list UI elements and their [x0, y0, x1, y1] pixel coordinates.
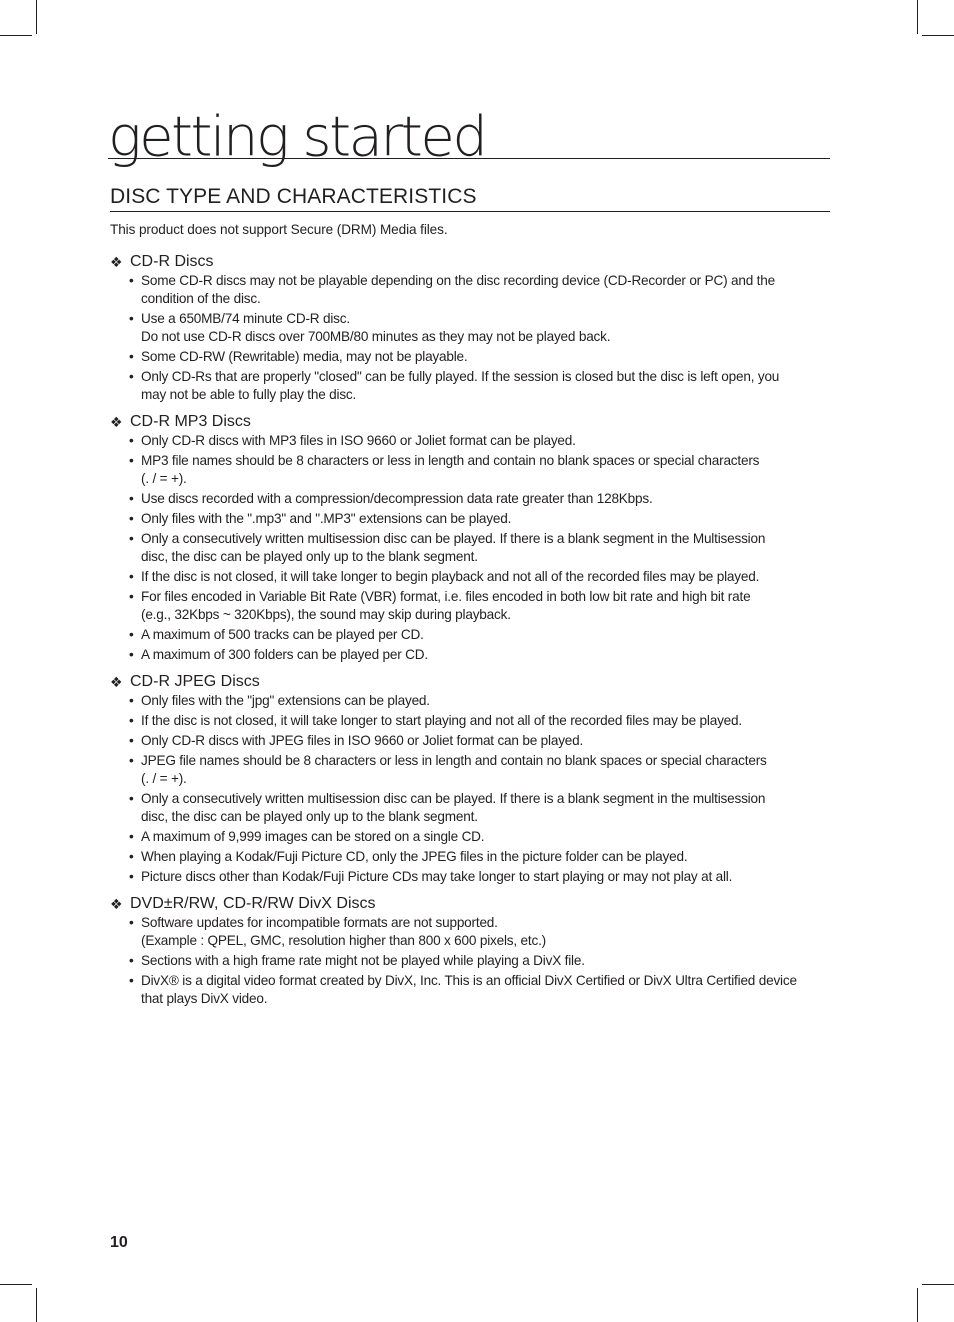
list-item-line: • Only a consecutively written multisession disc can be played. If there is a blank segment in the multisession — [141, 791, 766, 806]
list-item — [128, 490, 830, 508]
list-item-line: (Example : QPEL, GMC, resolution higher than 800 x 600 pixels, etc.) — [141, 933, 546, 948]
list-item-line: • Some CD-R discs may not be playable depending on the disc recording device (CD-Recorder or PC) and the — [141, 273, 775, 288]
diamond-bullet-icon: ❖ — [110, 414, 123, 430]
list-item — [128, 568, 830, 586]
list-item — [128, 828, 830, 846]
list-item-line: • Only CD-Rs that are properly "closed" can be fully played. If the session is closed but the disc is left open, you — [141, 369, 780, 384]
bullet-list — [110, 914, 830, 1008]
list-item-line: • Use a 650MB/74 minute CD-R disc. — [141, 311, 350, 326]
list-item — [128, 530, 830, 566]
list-item-line: • If the disc is not closed, it will take longer to begin playback and not all of the recorded files may be played. — [141, 569, 760, 584]
list-item — [128, 310, 830, 346]
crop-mark — [917, 1288, 918, 1322]
list-item — [128, 752, 830, 788]
intro-text: This product does not support Secure (DRM) Media files. — [110, 222, 448, 237]
crop-mark — [917, 0, 918, 34]
list-item-line: • MP3 file names should be 8 characters or less in length and contain no blank spaces or special characters — [141, 453, 760, 468]
list-item — [128, 848, 830, 866]
list-item — [128, 790, 830, 826]
list-item — [128, 692, 830, 710]
bullet-list — [110, 432, 830, 664]
list-item-line: condition of the disc. — [141, 291, 261, 306]
list-item-line: • Only files with the "jpg" extensions can be played. — [141, 693, 430, 708]
list-item-line: (. / = +). — [141, 471, 187, 486]
chapter-title: getting started — [108, 105, 486, 170]
list-item-line: may not be able to fully play the disc. — [141, 387, 357, 402]
list-item-line: • A maximum of 500 tracks can be played per CD. — [141, 627, 424, 642]
list-item-line: • A maximum of 9,999 images can be stored on a single CD. — [141, 829, 485, 844]
group-heading — [110, 673, 830, 691]
chapter-header — [108, 100, 830, 170]
list-item-line: • Only files with the ".mp3" and ".MP3" extensions can be played. — [141, 511, 512, 526]
section-heading: DISC TYPE AND CHARACTERISTICS — [110, 184, 830, 212]
bullet-list — [110, 272, 830, 404]
list-item — [128, 588, 830, 624]
page-number: 10 — [110, 1234, 128, 1251]
list-item-line: (e.g., 32Kbps ~ 320Kbps), the sound may skip during playback. — [141, 607, 511, 622]
group-heading-text: CD-R Discs — [130, 253, 214, 270]
list-item-line: • If the disc is not closed, it will take longer to start playing and not all of the recorded files may be played. — [141, 713, 742, 728]
crop-mark — [0, 35, 32, 36]
list-item-line: disc, the disc can be played only up to the blank segment. — [141, 809, 478, 824]
disc-group — [110, 895, 830, 1008]
group-heading — [110, 895, 830, 913]
list-item-line: that plays DivX video. — [141, 991, 268, 1006]
list-item — [128, 972, 830, 1008]
group-heading — [110, 413, 830, 431]
list-item-line: • For files encoded in Variable Bit Rate (VBR) format, i.e. files encoded in both low bit rate and high bit rate — [141, 589, 751, 604]
list-item — [128, 452, 830, 488]
list-item-line: • Sections with a high frame rate might not be played while playing a DivX file. — [141, 953, 585, 968]
list-item — [128, 646, 830, 664]
list-item — [128, 712, 830, 730]
list-item-line: • DivX® is a digital video format created by DivX, Inc. This is an official DivX Certified or DivX Ultra Certified device — [141, 973, 797, 988]
crop-mark — [922, 1284, 954, 1285]
list-item — [128, 626, 830, 644]
crop-mark — [36, 1288, 37, 1322]
crop-mark — [0, 1284, 32, 1285]
list-item — [128, 868, 830, 886]
group-heading-text: CD-R JPEG Discs — [130, 673, 260, 690]
list-item-line: (. / = +). — [141, 771, 187, 786]
list-item-line: • Use discs recorded with a compression/decompression data rate greater than 128Kbps. — [141, 491, 653, 506]
list-item-line: Do not use CD-R discs over 700MB/80 minutes as they may not be played back. — [141, 329, 611, 344]
list-item-line: disc, the disc can be played only up to the blank segment. — [141, 549, 478, 564]
group-heading — [110, 253, 830, 271]
list-item-line: • Only CD-R discs with JPEG files in ISO 9660 or Joliet format can be played. — [141, 733, 584, 748]
list-item-line: • When playing a Kodak/Fuji Picture CD, only the JPEG files in the picture folder can be played. — [141, 849, 688, 864]
list-item — [128, 952, 830, 970]
disc-type-groups — [110, 253, 830, 1008]
list-item-line: • Software updates for incompatible formats are not supported. — [141, 915, 498, 930]
list-item-line: • Only a consecutively written multisession disc can be played. If there is a blank segment in the Multisession — [141, 531, 766, 546]
list-item-line: • Only CD-R discs with MP3 files in ISO 9660 or Joliet format can be played. — [141, 433, 576, 448]
diamond-bullet-icon: ❖ — [110, 254, 123, 270]
list-item-line: • JPEG file names should be 8 characters or less in length and contain no blank spaces or special characters — [141, 753, 767, 768]
list-item — [128, 348, 830, 366]
list-item — [128, 368, 830, 404]
diamond-bullet-icon: ❖ — [110, 896, 123, 912]
list-item — [128, 732, 830, 750]
page-content — [110, 184, 830, 1017]
group-heading-text: DVD±R/RW, CD-R/RW DivX Discs — [130, 895, 376, 912]
crop-mark — [36, 0, 37, 34]
list-item-line: • Picture discs other than Kodak/Fuji Picture CDs may take longer to start playing or may not play at all. — [141, 869, 733, 884]
group-heading-text: CD-R MP3 Discs — [130, 413, 251, 430]
disc-group — [110, 673, 830, 886]
list-item-line: • A maximum of 300 folders can be played per CD. — [141, 647, 428, 662]
list-item — [128, 510, 830, 528]
disc-group — [110, 253, 830, 404]
diamond-bullet-icon: ❖ — [110, 674, 123, 690]
list-item — [128, 272, 830, 308]
list-item — [128, 914, 830, 950]
list-item-line: • Some CD-RW (Rewritable) media, may not be playable. — [141, 349, 468, 364]
bullet-list — [110, 692, 830, 886]
disc-group — [110, 413, 830, 664]
crop-mark — [922, 35, 954, 36]
list-item — [128, 432, 830, 450]
